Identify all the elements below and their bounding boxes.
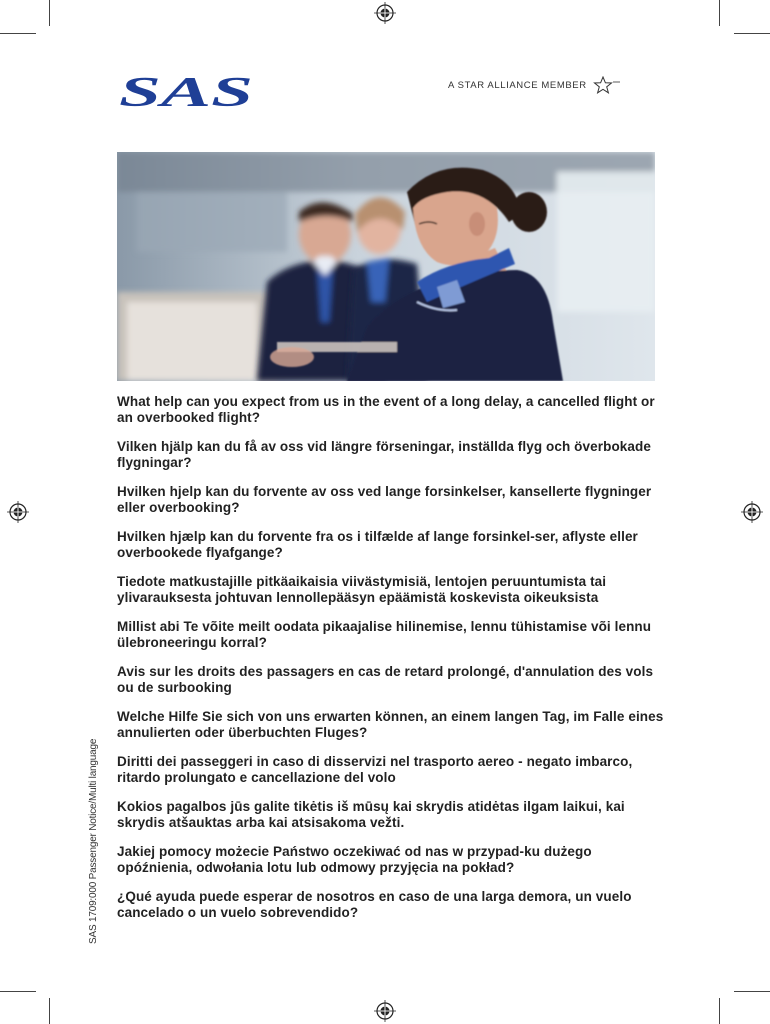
question-danish: Hvilken hjælp kan du forvente fra os i tilfælde af lange forsinkel-ser, aflyste eller overbookede flyafgange? bbox=[117, 529, 638, 560]
crop-mark bbox=[49, 0, 50, 26]
question-german: Welche Hilfe Sie sich von uns erwarten können, an einem langen Tag, im Falle eines annulierten oder überbuchten Fluges? bbox=[117, 709, 664, 740]
alliance-text: A STAR ALLIANCE MEMBER bbox=[448, 79, 587, 91]
crop-mark bbox=[719, 0, 720, 26]
question-french: Avis sur les droits des passagers en cas de retard prolongé, d'annulation des vols ou de surbooking bbox=[117, 664, 654, 695]
crop-mark bbox=[49, 998, 50, 1024]
star-alliance-badge bbox=[448, 76, 621, 94]
question-swedish: Vilken hjälp kan du få av oss vid längre förseningar, inställda flyg och överbokade flygningar? bbox=[117, 439, 651, 470]
question-polish: Jakiej pomocy możecie Państwo oczekiwać od nas w przypad-ku dużego opóźnienia, odwołania lotu lub odmowy przyjęcia na pokład? bbox=[117, 844, 592, 875]
registration-mark-icon bbox=[7, 501, 29, 523]
question-finnish: Tiedote matkustajille pitkäaikaisia viivästymisiä, lentojen peruuntumista tai ylivarauksesta johtuvan lennollepääsyn epäämistä koskevista oikeuksista bbox=[117, 574, 607, 605]
logo-text: SAS bbox=[119, 72, 253, 112]
crop-mark bbox=[0, 991, 36, 992]
crop-mark bbox=[719, 998, 720, 1024]
document-reference: SAS 1709:000 Passenger Notice/Multi language bbox=[88, 738, 99, 944]
question-spanish: ¿Qué ayuda puede esperar de nosotros en caso de una larga demora, un vuelo cancelado o un vuelo sobrevendido? bbox=[117, 889, 632, 920]
crop-mark bbox=[734, 33, 770, 34]
sas-logo bbox=[117, 72, 257, 112]
question-english: What help can you expect from us in the event of a long delay, a cancelled flight or an overbooked flight? bbox=[117, 394, 655, 425]
crop-mark bbox=[734, 991, 770, 992]
crop-mark bbox=[0, 33, 36, 34]
question-list bbox=[117, 394, 665, 934]
question-norwegian: Hvilken hjelp kan du forvente av oss ved lange forsinkelser, kansellerte flygninger eller overbooking? bbox=[117, 484, 652, 515]
registration-mark-icon bbox=[374, 2, 396, 24]
question-lithuanian: Kokios pagalbos jūs galite tikėtis iš mūsų kai skrydis atidėtas ilgam laikui, kai skrydis atšauktas arba kai atsisakoma vežti. bbox=[117, 799, 625, 830]
registration-mark-icon bbox=[741, 501, 763, 523]
registration-mark-icon bbox=[374, 1000, 396, 1022]
question-italian: Diritti dei passeggeri in caso di disservizi nel trasporto aereo - negato imbarco, ritardo prolungato e cancellazione del volo bbox=[117, 754, 633, 785]
cabin-crew-photo bbox=[117, 152, 655, 381]
question-estonian: Millist abi Te võite meilt oodata pikaajalise hilinemise, lennu tühistamise või lennu ülebroneeringu korral? bbox=[117, 619, 652, 650]
star-alliance-icon bbox=[593, 76, 621, 94]
